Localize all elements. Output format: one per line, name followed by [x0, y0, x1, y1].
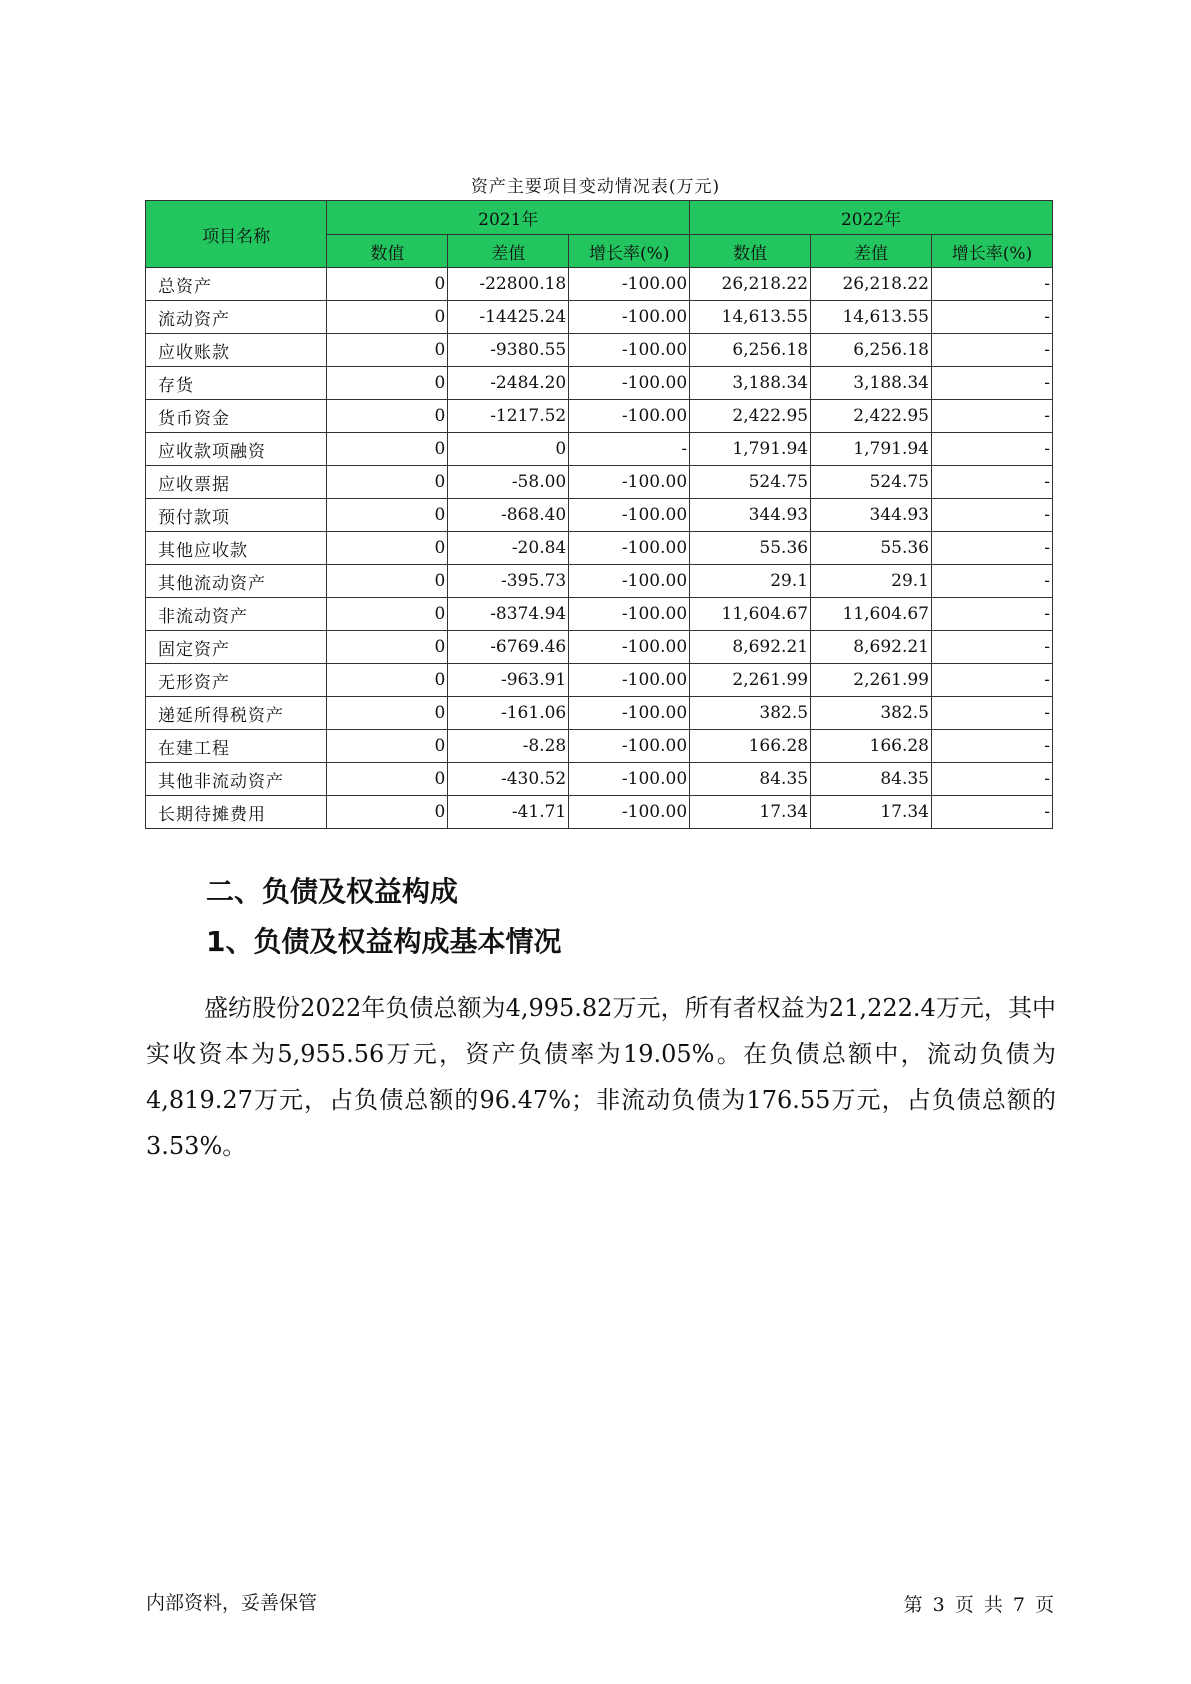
table-row: [146, 466, 1053, 499]
table-cell: -395.73: [448, 565, 569, 598]
table-row: [146, 334, 1053, 367]
table-cell: 166.28: [811, 730, 932, 763]
table-cell: 26,218.22: [811, 268, 932, 301]
table-row: [146, 730, 1053, 763]
table-cell: -20.84: [448, 532, 569, 565]
table-row: [146, 367, 1053, 400]
table-cell: -100.00: [569, 763, 690, 796]
table-row: [146, 499, 1053, 532]
row-item-name: 应收票据: [146, 466, 327, 499]
row-item-name: 应收账款: [146, 334, 327, 367]
table-cell: -9380.55: [448, 334, 569, 367]
table-cell: -: [932, 730, 1053, 763]
row-item-name: 非流动资产: [146, 598, 327, 631]
table-row: [146, 664, 1053, 697]
row-item-name: 预付款项: [146, 499, 327, 532]
table-cell: 382.5: [690, 697, 811, 730]
row-item-name: 流动资产: [146, 301, 327, 334]
table-cell: 2,422.95: [811, 400, 932, 433]
table-cell: -: [932, 598, 1053, 631]
table-body: [146, 268, 1053, 829]
table-row: [146, 400, 1053, 433]
table-cell: -100.00: [569, 367, 690, 400]
table-cell: -100.00: [569, 796, 690, 829]
table-cell: 0: [327, 796, 448, 829]
table-cell: -2484.20: [448, 367, 569, 400]
footer-page-info: 第 3 页 共 7 页: [903, 1594, 1054, 1616]
section-subheading: 1、负债及权益构成基本情况: [206, 925, 562, 958]
header-year-2021: 2021年: [327, 201, 690, 235]
table-cell: 0: [327, 499, 448, 532]
table-cell: 344.93: [690, 499, 811, 532]
table-cell: -: [932, 334, 1053, 367]
table-cell: -100.00: [569, 697, 690, 730]
table-cell: -100.00: [569, 334, 690, 367]
row-item-name: 递延所得税资产: [146, 697, 327, 730]
table-cell: -100.00: [569, 532, 690, 565]
row-item-name: 无形资产: [146, 664, 327, 697]
header-2021-value: 数值: [327, 235, 448, 268]
table-cell: -: [932, 565, 1053, 598]
table-row: [146, 763, 1053, 796]
table-cell: 0: [327, 400, 448, 433]
table-cell: -8.28: [448, 730, 569, 763]
table-cell: 0: [327, 433, 448, 466]
table-cell: 29.1: [690, 565, 811, 598]
table-cell: -100.00: [569, 268, 690, 301]
table-cell: 3,188.34: [690, 367, 811, 400]
table-cell: -100.00: [569, 466, 690, 499]
table-cell: 2,422.95: [690, 400, 811, 433]
table-cell: -: [932, 400, 1053, 433]
table-cell: -: [932, 631, 1053, 664]
table-cell: -963.91: [448, 664, 569, 697]
header-2021-diff: 差值: [448, 235, 569, 268]
table-cell: 14,613.55: [690, 301, 811, 334]
table-cell: 0: [327, 334, 448, 367]
table-cell: 3,188.34: [811, 367, 932, 400]
row-item-name: 其他流动资产: [146, 565, 327, 598]
table-cell: -8374.94: [448, 598, 569, 631]
table-cell: 11,604.67: [690, 598, 811, 631]
table-cell: 55.36: [811, 532, 932, 565]
table-cell: -: [932, 664, 1053, 697]
table-row: [146, 697, 1053, 730]
table-cell: -100.00: [569, 400, 690, 433]
table-row: [146, 631, 1053, 664]
table-cell: -: [932, 763, 1053, 796]
table-cell: -1217.52: [448, 400, 569, 433]
table-row: [146, 433, 1053, 466]
table-cell: 0: [327, 565, 448, 598]
table-cell: 344.93: [811, 499, 932, 532]
header-2022-value: 数值: [690, 235, 811, 268]
table-cell: 6,256.18: [811, 334, 932, 367]
table-cell: -: [932, 367, 1053, 400]
table-cell: -: [932, 433, 1053, 466]
row-item-name: 长期待摊费用: [146, 796, 327, 829]
table-cell: 14,613.55: [811, 301, 932, 334]
table-cell: 382.5: [811, 697, 932, 730]
table-cell: 0: [327, 301, 448, 334]
table-cell: -22800.18: [448, 268, 569, 301]
table-row: [146, 796, 1053, 829]
table-row: [146, 301, 1053, 334]
table-cell: 55.36: [690, 532, 811, 565]
table-cell: -14425.24: [448, 301, 569, 334]
table-cell: -: [932, 532, 1053, 565]
table-cell: -161.06: [448, 697, 569, 730]
table-cell: 0: [327, 466, 448, 499]
table-cell: -100.00: [569, 664, 690, 697]
table-cell: -: [932, 499, 1053, 532]
table-cell: -: [569, 433, 690, 466]
table-cell: -: [932, 466, 1053, 499]
table-cell: -100.00: [569, 301, 690, 334]
table-cell: -100.00: [569, 565, 690, 598]
row-item-name: 应收款项融资: [146, 433, 327, 466]
table-cell: 1,791.94: [811, 433, 932, 466]
table-row: [146, 598, 1053, 631]
table-cell: -868.40: [448, 499, 569, 532]
table-cell: 0: [327, 367, 448, 400]
header-item-name: 项目名称: [146, 201, 327, 268]
table-cell: 2,261.99: [811, 664, 932, 697]
table-cell: 0: [327, 631, 448, 664]
table-cell: 2,261.99: [690, 664, 811, 697]
header-2021-growth: 增长率(%): [569, 235, 690, 268]
table-cell: 0: [327, 532, 448, 565]
table-cell: -100.00: [569, 730, 690, 763]
table-cell: 8,692.21: [811, 631, 932, 664]
table-cell: -: [932, 301, 1053, 334]
table-cell: -58.00: [448, 466, 569, 499]
table-cell: 8,692.21: [690, 631, 811, 664]
row-item-name: 其他应收款: [146, 532, 327, 565]
table-cell: 17.34: [811, 796, 932, 829]
table-cell: 26,218.22: [690, 268, 811, 301]
table-cell: -: [932, 796, 1053, 829]
row-item-name: 货币资金: [146, 400, 327, 433]
table-cell: 84.35: [690, 763, 811, 796]
table-cell: 6,256.18: [690, 334, 811, 367]
table-cell: -6769.46: [448, 631, 569, 664]
row-item-name: 其他非流动资产: [146, 763, 327, 796]
header-2022-diff: 差值: [811, 235, 932, 268]
table-cell: 0: [327, 697, 448, 730]
table-cell: -100.00: [569, 598, 690, 631]
footer-confidential: 内部资料，妥善保管: [146, 1592, 318, 1614]
table-cell: 0: [327, 598, 448, 631]
row-item-name: 存货: [146, 367, 327, 400]
table-cell: -100.00: [569, 499, 690, 532]
table-cell: 0: [327, 763, 448, 796]
table-cell: 84.35: [811, 763, 932, 796]
table-cell: 11,604.67: [811, 598, 932, 631]
header-2022-growth: 增长率(%): [932, 235, 1053, 268]
table-caption: 资产主要项目变动情况表(万元): [470, 177, 721, 197]
row-item-name: 总资产: [146, 268, 327, 301]
section-paragraph: 盛纺股份2022年负债总额为4,995.82万元，所有者权益为21,222.4万元，其中实收资本为5,955.56万元，资产负债率为19.05%。在负债总额中，流动负债为4,819.27万元，占负债总额的96.47%；非流动负债为176.55万元，占负债总额的3.53%。: [146, 994, 1056, 1160]
row-item-name: 固定资产: [146, 631, 327, 664]
table-cell: -100.00: [569, 631, 690, 664]
table-row: [146, 565, 1053, 598]
asset-change-table: [145, 200, 1053, 829]
table-cell: 166.28: [690, 730, 811, 763]
table-cell: 0: [448, 433, 569, 466]
row-item-name: 在建工程: [146, 730, 327, 763]
table-cell: 1,791.94: [690, 433, 811, 466]
table-row: [146, 532, 1053, 565]
table-cell: -41.71: [448, 796, 569, 829]
table-cell: -: [932, 268, 1053, 301]
table-cell: 0: [327, 730, 448, 763]
table-cell: 0: [327, 268, 448, 301]
section-heading: 二、负债及权益构成: [206, 875, 459, 908]
table-cell: 524.75: [811, 466, 932, 499]
table-cell: -: [932, 697, 1053, 730]
table-cell: 29.1: [811, 565, 932, 598]
table-cell: 0: [327, 664, 448, 697]
table-cell: 17.34: [690, 796, 811, 829]
table-cell: 524.75: [690, 466, 811, 499]
table-row: [146, 268, 1053, 301]
table-cell: -430.52: [448, 763, 569, 796]
header-year-2022: 2022年: [690, 201, 1053, 235]
